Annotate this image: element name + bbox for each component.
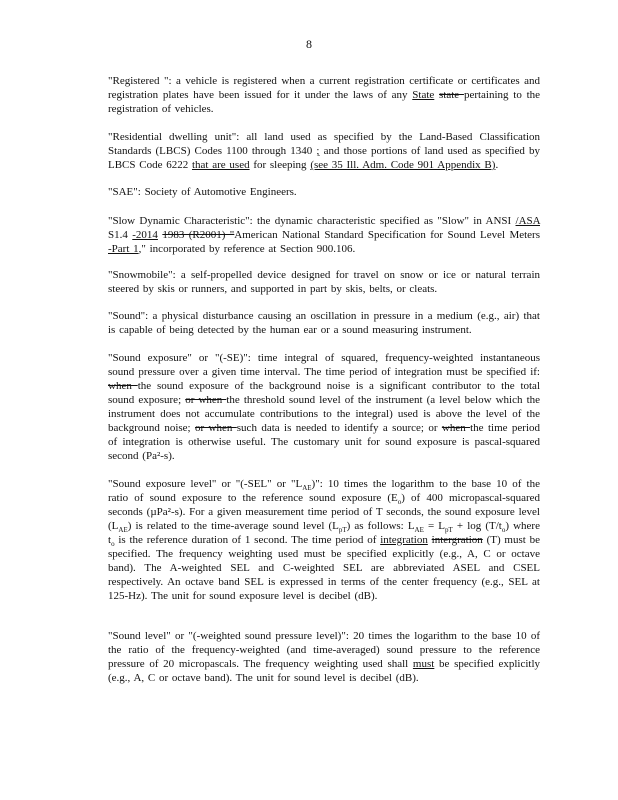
subscript-text: AE bbox=[118, 526, 128, 535]
text-run: and those portions of land used as specified by LBCS Code 6222 bbox=[108, 145, 540, 171]
definition-slow-dynamic-characteristic bbox=[108, 214, 540, 256]
text-run: "Sound exposure level" or "(-SEL" or "L bbox=[108, 478, 303, 490]
definition-residential-dwelling-unit bbox=[108, 130, 540, 172]
definition-text bbox=[108, 268, 540, 296]
subscript-text: AE bbox=[414, 526, 424, 535]
definition-sound-exposure bbox=[108, 351, 540, 463]
subscript-text: pT bbox=[445, 526, 453, 535]
definition-text bbox=[108, 309, 540, 337]
subscript-text: pT bbox=[338, 526, 347, 535]
text-run: the time period of integration is otherwise useful. The customary unit for sound exposure is pascal-squared second (Pa²-s). bbox=[108, 422, 541, 462]
text-run: is the reference duration of 1 second. The time period of bbox=[114, 534, 381, 546]
subscript-text: o bbox=[397, 498, 402, 507]
deleted-text: 1983 (R2001) " bbox=[162, 229, 235, 241]
text-run: for sleeping bbox=[249, 159, 311, 171]
deleted-text: intergration bbox=[431, 534, 483, 546]
text-run: ) as follows: L bbox=[346, 520, 415, 532]
definition-text bbox=[108, 130, 540, 172]
definition-sound bbox=[108, 309, 540, 337]
inserted-text: must bbox=[412, 658, 435, 670]
definition-sound-level bbox=[108, 629, 540, 685]
text-run: (T) must be specified. The frequency weighting used must be specified explicitly (e.g., A, C or octave band). The A-weighted SEL and C-weighted SEL are abbreviated ASEL and CSEL respectively. An octave band SEL is expressed in terms of the center frequency (e.g., SEL at 125-Hz). The unit for sound exposure level is decibel (dB). bbox=[108, 534, 541, 602]
definition-text bbox=[108, 351, 540, 463]
deleted-text: or when bbox=[195, 422, 237, 434]
definition-text bbox=[108, 74, 540, 116]
deleted-text: when bbox=[108, 380, 138, 392]
text-run: . bbox=[495, 159, 499, 171]
text-run: "Sound level" or "(-weighted sound pressure level)": 20 times the logarithm to the base 10 of the ratio of the frequency-weighted (and time-averaged) sound pressure to the reference pressure of 20 micropascals. The frequency weighting used shall bbox=[108, 630, 540, 670]
inserted-text: (see 35 Ill. Adm. Code 901 Appendix B) bbox=[310, 159, 496, 171]
text-run: the threshold sound level of the instrument (a level below which the instrument does not accumulate contributions to the integral) used is above the level of the background noise; bbox=[108, 394, 541, 434]
inserted-text: State bbox=[412, 89, 435, 101]
text-run: "Sound exposure" or "(-SE)": time integral of squared, frequency-weighted instantaneous sound pressure over a given time interval. The time period of integration must be specified if: bbox=[108, 352, 540, 378]
text-run: "Registered ": a vehicle is registered when a current registration certificate or certificates and registration plates have been issued for it under the laws of any bbox=[108, 75, 540, 101]
deleted-text: when bbox=[441, 422, 471, 434]
text-run: = L bbox=[423, 520, 446, 532]
text-run: )": 10 times the logarithm to the base 10 of the ratio of sound exposure to the reference sound exposure (E bbox=[108, 478, 540, 504]
text-run: ) is related to the time-average sound level (L bbox=[127, 520, 339, 532]
text-run: "Residential dwelling unit": all land used as specified by the Land-Based Classification Standards (LBCS) Codes 1100 through 1340 bbox=[108, 131, 540, 157]
deleted-text: or when bbox=[185, 394, 227, 406]
subscript-text: AE bbox=[302, 484, 312, 493]
definition-text bbox=[108, 629, 540, 685]
subscript-text: o bbox=[501, 526, 506, 535]
definition-sound-exposure-level bbox=[108, 477, 540, 603]
definition-text bbox=[108, 477, 540, 603]
inserted-text: -Part 1 bbox=[108, 243, 139, 255]
text-run: American National Standard Specification for Sound Level Meters bbox=[234, 229, 540, 241]
text-run: "Sound": a physical disturbance causing an oscillation in pressure in a medium (e.g., air) that is capable of being detected by the human ear or a sound measuring instrument. bbox=[108, 310, 540, 336]
inserted-text: /ASA bbox=[515, 215, 540, 227]
text-run: such data is needed to identify a source; or bbox=[236, 422, 442, 434]
text-run: "Slow Dynamic Characteristic": the dynamic characteristic specified as "Slow" in ANSI bbox=[108, 215, 516, 227]
definition-snowmobile bbox=[108, 268, 540, 296]
text-run: S1.4 bbox=[108, 229, 133, 241]
definition-registered bbox=[108, 74, 540, 116]
inserted-text: integration bbox=[380, 534, 428, 546]
text-run: ) of 400 micropascal-squared seconds (µPa²-s). For a given measurement time period of T seconds, the sound exposure level (L bbox=[108, 492, 540, 532]
text-run: ) where t bbox=[108, 520, 540, 546]
text-run: ," incorporated by reference at Section 900.106. bbox=[138, 243, 356, 255]
text-run: "SAE": Society of Automotive Engineers. bbox=[108, 186, 297, 198]
inserted-text: ; bbox=[316, 145, 320, 157]
inserted-text: that are used bbox=[191, 159, 250, 171]
text-run: + log (T/t bbox=[452, 520, 502, 532]
deleted-text: state bbox=[439, 89, 464, 101]
definition-sae bbox=[108, 185, 540, 199]
subscript-text: o bbox=[111, 540, 115, 549]
inserted-text: -2014 bbox=[132, 229, 158, 241]
text-run: the sound exposure of the background noise is a significant contributor to the total sound exposure; bbox=[108, 380, 540, 406]
text-run: pertaining to the registration of vehicles. bbox=[108, 89, 541, 115]
definition-text bbox=[108, 185, 540, 199]
page-number: 8 bbox=[306, 37, 312, 51]
text-run: "Snowmobile": a self-propelled device designed for travel on snow or ice or natural terrain steered by skis or runners, and supported in part by skis, belts, or cleats. bbox=[108, 269, 540, 295]
text-run: be specified explicitly (e.g., A, C or octave band). The unit for sound level is decibel (dB). bbox=[108, 658, 540, 684]
definition-text bbox=[108, 214, 540, 256]
